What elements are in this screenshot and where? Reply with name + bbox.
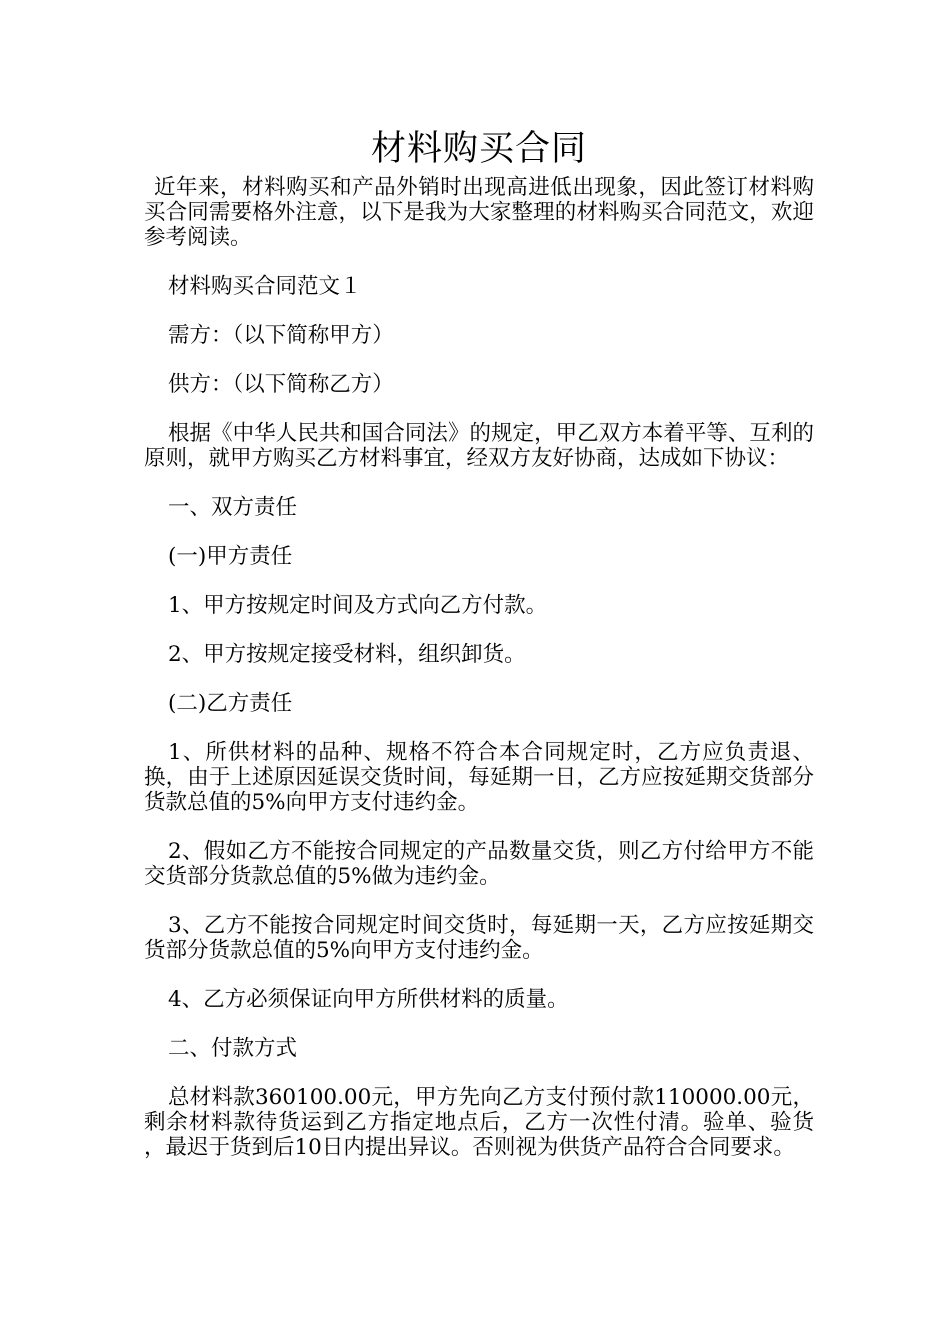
paragraph-gap <box>144 1012 814 1036</box>
paragraph-gap <box>144 618 814 642</box>
document-page <box>144 125 814 1160</box>
sample-heading: 材料购买合同范文１ <box>168 274 362 299</box>
paragraph-gap <box>144 471 814 495</box>
document-title: 材料购买合同 <box>370 129 587 169</box>
party-b-heading: (二)乙方责任 <box>168 691 293 716</box>
payment-paragraph: 总材料款360100.00元，甲方先向乙方支付预付款110000.00元，剩余材料款待货运到乙方指定地点后，乙方一次性付清。验单、验货 ，最迟于货到后10日内提出异议。否则视为供货产品符合合同要求。 <box>144 1085 814 1160</box>
paragraph-gap <box>144 963 814 987</box>
supplier-line: 供方：（以下简称乙方） <box>168 372 394 397</box>
paragraph-gap <box>144 299 814 323</box>
party-b-item-2: 2、假如乙方不能按合同规定的产品数量交货，则乙方付给甲方不能交货部分货款总值的5%做为违约金。 <box>144 839 814 889</box>
paragraph-gap <box>144 1061 814 1085</box>
paragraph-gap <box>144 348 814 372</box>
paragraph-gap <box>144 397 814 421</box>
section2-heading: 二、付款方式 <box>168 1036 298 1061</box>
paragraph-gap <box>144 889 814 913</box>
buyer-line: 需方：（以下简称甲方） <box>168 323 394 348</box>
paragraph-gap <box>144 667 814 691</box>
party-b-item-4: 4、乙方必须保证向甲方所供材料的质量。 <box>168 987 569 1012</box>
party-b-item-1: 1、所供材料的品种、规格不符合本合同规定时，乙方应负责退、换，由于上述原因延误交货时间，每延期一日，乙方应按延期交货部分货款总值的5%向甲方支付违约金。 <box>144 740 814 815</box>
party-a-item-1: 1、甲方按规定时间及方式向乙方付款。 <box>168 593 548 618</box>
party-a-heading: (一)甲方责任 <box>168 544 293 569</box>
paragraph-gap <box>144 520 814 544</box>
intro-paragraph: 近年来，材料购买和产品外销时出现高进低出现象，因此签订材料购买合同需要格外注意，以下是我为大家整理的材料购买合同范文，欢迎参考阅读。 <box>144 175 814 250</box>
section1-heading: 一、双方责任 <box>168 495 298 520</box>
paragraph-gap <box>144 716 814 740</box>
party-a-item-2: 2、甲方按规定接受材料，组织卸货。 <box>168 642 526 667</box>
paragraph-gap <box>144 815 814 839</box>
party-b-item-3: 3、乙方不能按合同规定时间交货时，每延期一天，乙方应按延期交货部分货款总值的5%向甲方支付违约金。 <box>144 913 814 963</box>
paragraph-gap <box>144 250 814 274</box>
preamble-paragraph: 根据《中华人民共和国合同法》的规定，甲乙双方本着平等、互利的原则，就甲方购买乙方材料事宜，经双方友好协商，达成如下协议： <box>144 421 814 471</box>
paragraph-gap <box>144 569 814 593</box>
